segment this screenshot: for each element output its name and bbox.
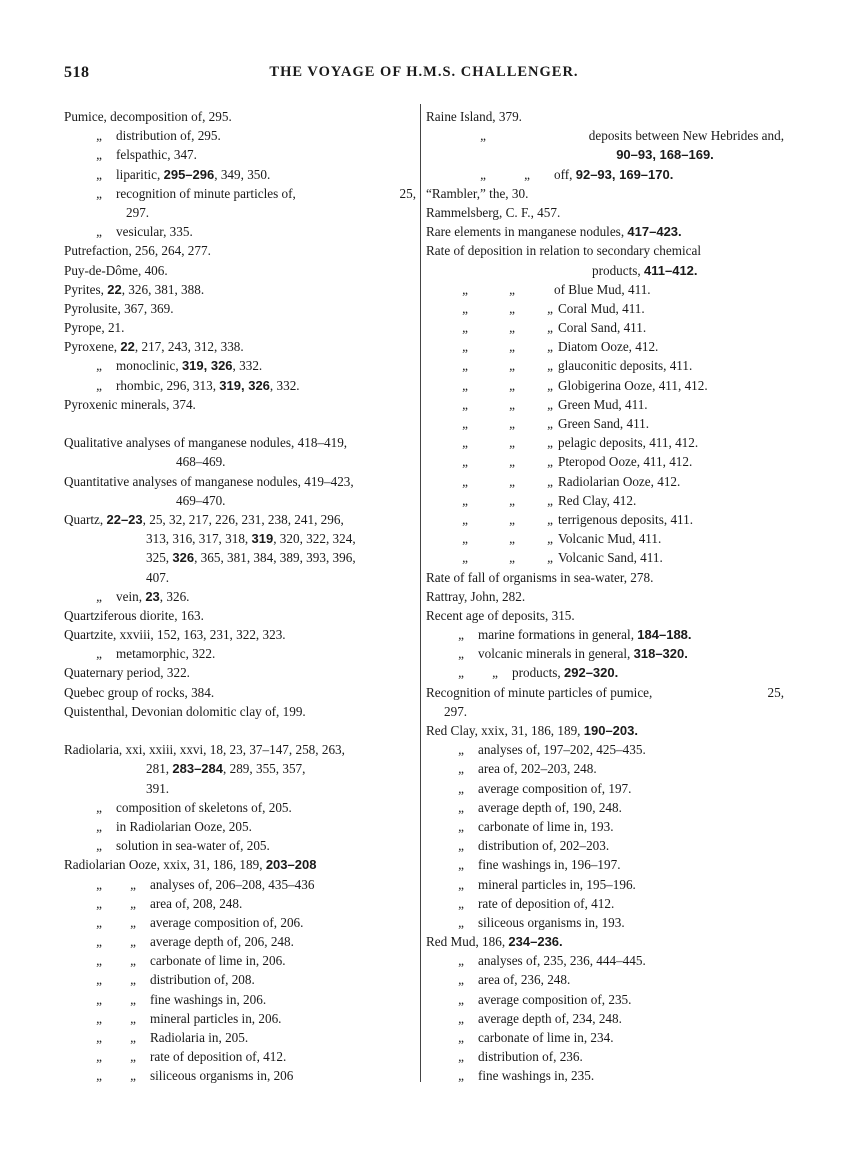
index-subentry: „ „ average composition of, 206. [96,914,304,930]
index-subentry: „ distribution of, 202–203. [458,838,610,854]
index-entry: Radiolaria, xxi, xxiii, xxvi, 18, 23, 37–147, 258, 263, [64,742,345,758]
index-entry: Pumice, decomposition of, 295. [64,109,232,124]
index-subentry: „ volcanic minerals in general, 318–320. [458,646,688,662]
index-subentry: „ analyses of, 197–202, 425–435. [458,742,646,758]
index-subentry: „ „ „ Green Mud, 411. [462,396,648,412]
index-entry: Rate of fall of organisms in sea-water, 278. [426,569,654,585]
index-entry: Quartzite, xxviii, 152, 163, 231, 322, 323. [64,627,286,643]
index-subentry: „ average composition of, 235. [458,991,632,1007]
section-gap [64,414,416,433]
index-subentry: „ „ „ pelagic deposits, 411, 412. [462,435,699,451]
index-subentry: „ average depth of, 234, 248. [458,1010,622,1026]
index-entry: Recent age of deposits, 315. [426,607,575,623]
index-subentry: „ „ „ Volcanic Sand, 411. [462,550,663,566]
index-entry: Quistenthal, Devonian dolomitic clay of, 199. [64,703,306,719]
index-continuation: 468–469. [176,454,226,470]
index-entry: Rate of deposition in relation to secondary chemical [426,243,702,259]
index-entry: Recognition of minute particles of pumice, 25, [426,684,784,700]
index-entry: Quantitative analyses of manganese nodules, 419–423, [64,473,354,489]
index-entry: Pyrope, 21. [64,320,125,336]
index-subentry: „ siliceous organisms in, 193. [458,914,625,930]
index-subentry: „ rate of deposition of, 412. [458,895,615,911]
index-subentry: „ „ mineral particles in, 206. [96,1010,282,1026]
index-continuation: 90–93, 168–169. [616,147,714,163]
index-entry: Quartz, 22–23, 25, 32, 217, 226, 231, 238, 241, 296, [64,511,344,527]
index-subentry: „ „ analyses of, 206–208, 435–436 [96,876,315,892]
index-subentry: „ „ „ Coral Sand, 411. [462,320,647,336]
index-column-right [426,107,784,1086]
index-subentry: „ „ off, 92–93, 169–170. [480,166,674,182]
index-subentry: „ „ „ glauconitic deposits, 411. [462,358,693,374]
index-subentry: „ felspathic, 347. [96,147,197,163]
index-entry: Quebec group of rocks, 384. [64,684,215,700]
index-entry: Pyroxene, 22, 217, 243, 312, 338. [64,339,244,355]
index-subentry: „ „ area of, 208, 248. [96,895,243,911]
index-continuation: 407. [146,569,170,585]
index-entry: Quaternary period, 322. [64,665,190,681]
index-continuation: 469–470. [176,492,226,508]
index-column-left [64,107,416,1086]
index-continuation: 325, 326, 365, 381, 384, 389, 393, 396, [146,550,356,566]
index-subentry: „ rhombic, 296, 313, 319, 326, 332. [96,377,300,393]
index-subentry: „ liparitic, 295–296, 349, 350. [96,166,271,182]
index-entry: Rattray, John, 282. [426,588,526,604]
index-entry: Red Clay, xxix, 31, 186, 189, 190–203. [426,723,638,738]
index-subentry: „ „ „ Volcanic Mud, 411. [462,531,662,547]
index-subentry: „ „ distribution of, 208. [96,972,255,988]
index-continuation: 297. [444,703,468,719]
index-subentry: „ composition of skeletons of, 205. [96,799,292,815]
page-number: 518 [64,64,90,81]
index-entry: Rare elements in manganese nodules, 417–423. [426,224,682,240]
index-subentry: „ area of, 202–203, 248. [458,761,597,777]
index-subentry: „ marine formations in general, 184–188. [458,627,692,643]
column-divider [420,104,421,1082]
index-subentry: „ distribution of, 295. [96,128,221,144]
index-subentry: „ fine washings in, 196–197. [458,857,621,873]
index-subentry: „ „ siliceous organisms in, 206 [96,1068,294,1084]
index-subentry: „ monoclinic, 319, 326, 332. [96,358,263,374]
index-entry: “Rambler,” the, 30. [426,185,529,201]
index-continuation: products, 411–412. [592,262,698,278]
index-entry: Quartziferous diorite, 163. [64,607,204,623]
index-entry: Raine Island, 379. [426,109,522,124]
index-subentry: „ deposits between New Hebrides and, [480,128,784,144]
index-subentry: „ „ of Blue Mud, 411. [462,281,651,297]
index-entry: Radiolarian Ooze, xxix, 31, 186, 189, 203–208 [64,857,317,873]
index-subentry: „ area of, 236, 248. [458,972,571,988]
section-gap [64,721,416,740]
index-subentry: „ „ products, 292–320. [458,665,619,681]
index-entry: Pyrolusite, 367, 369. [64,300,174,316]
index-entry: Putrefaction, 256, 264, 277. [64,243,211,259]
index-entry: Red Mud, 186, 234–236. [426,934,563,950]
index-subentry: „ analyses of, 235, 236, 444–445. [458,953,646,969]
index-entry: Puy-de-Dôme, 406. [64,262,168,278]
index-subentry: „ „ „ terrigenous deposits, 411. [462,511,694,527]
index-subentry: „ in Radiolarian Ooze, 205. [96,818,252,834]
index-subentry: „ „ „ Pteropod Ooze, 411, 412. [462,454,693,470]
index-subentry: „ „ „ Red Clay, 412. [462,492,637,508]
index-subentry: „ carbonate of lime in, 193. [458,818,614,834]
index-subentry: „ „ carbonate of lime in, 206. [96,953,286,969]
index-subentry: „ vein, 23, 326. [96,588,190,604]
index-subentry: „ vesicular, 335. [96,224,193,240]
page-header [64,64,784,86]
index-continuation: 391. [146,780,170,796]
index-subentry: „ average depth of, 190, 248. [458,799,622,815]
index-continuation: 297. [126,204,150,220]
index-subentry: „ „ „ Radiolarian Ooze, 412. [462,473,681,489]
index-subentry: „ „ „ Globigerina Ooze, 411, 412. [462,377,708,393]
index-subentry: „ carbonate of lime in, 234. [458,1030,614,1045]
index-subentry: „ average composition of, 197. [458,780,632,796]
index-subentry: „ „ „ Coral Mud, 411. [462,300,645,316]
index-entry: Pyroxenic minerals, 374. [64,396,196,412]
index-subentry: „ solution in sea-water of, 205. [96,838,270,854]
index-continuation: 313, 316, 317, 318, 319, 320, 322, 324, [146,531,356,547]
index-subentry: „ fine washings in, 235. [458,1068,595,1084]
index-subentry: „ „ average depth of, 206, 248. [96,934,294,950]
index-entry: Qualitative analyses of manganese nodules, 418–419, [64,435,348,451]
index-entry: Pyrites, 22, 326, 381, 388. [64,281,205,297]
index-subentry: „ „ Radiolaria in, 205. [96,1030,249,1045]
index-continuation: 281, 283–284, 289, 355, 357, [146,761,306,777]
index-subentry: „ „ fine washings in, 206. [96,991,267,1007]
index-subentry: „ distribution of, 236. [458,1049,583,1065]
index-subentry: „ „ „ Diatom Ooze, 412. [462,339,659,355]
index-subentry: „ „ „ Green Sand, 411. [462,416,650,431]
index-subentry: „ mineral particles in, 195–196. [458,876,636,892]
index-subentry: „ metamorphic, 322. [96,646,216,662]
index-subentry: „ „ rate of deposition of, 412. [96,1049,287,1065]
index-subentry: „ recognition of minute particles of, 25, [96,185,416,201]
index-entry: Rammelsberg, C. F., 457. [426,204,561,220]
running-title: THE VOYAGE OF H.M.S. CHALLENGER. [269,64,579,80]
